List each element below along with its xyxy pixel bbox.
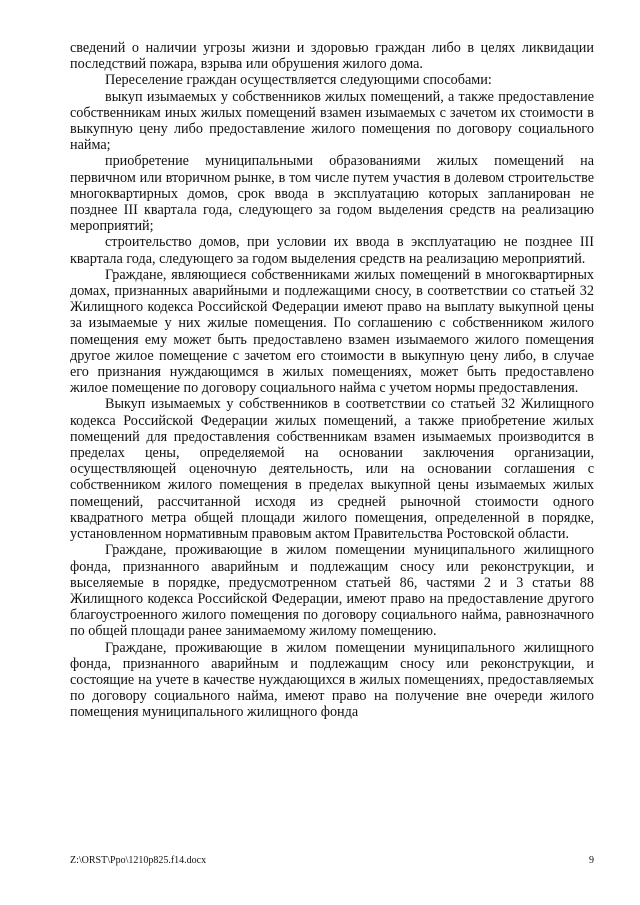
paragraph-1: сведений о наличии угрозы жизни и здоровью граждан либо в целях ликвидации последствий пожара, взрыва или обрушения жилого дома. — [70, 40, 594, 73]
page-number: 9 — [589, 855, 594, 866]
paragraph-9: Граждане, проживающие в жилом помещении муниципального жилищного фонда, признанного аварийным и подлежащим сносу или реконструкции, и состоящие на учете в качестве нуждающихся в жилых помещениях, предоставляемых по договору социального найма, имеют право на получение вне очереди жилого помещения муниципального жилищного фонда — [70, 639, 594, 721]
file-path: Z:\ORST\Ppo\1210p825.f14.docx — [70, 855, 207, 866]
paragraph-4: приобретение муниципальными образованиями жилых помещений на первичном или вторичном рынке, в том числе путем участия в долевом строительстве многоквартирных домов, срок ввода в эксплуатацию которых запланирован не позднее III квартала года, следующего за годом выделения средств на реализацию мероприятий; — [70, 153, 594, 235]
paragraph-6: Граждане, являющиеся собственниками жилых помещений в многоквартирных домах, признанных аварийными и подлежащими сносу, в соответствии со статьей 32 Жилищного кодекса Российской Федерации имеют право на выплату выкупной цены за изымаемые у них жилые помещения. По соглашению с собственником жилого помещения ему может быть предоставлено взамен изымаемого жилого помещения другое жилое помещение с зачетом его стоимости в выкупную цену либо, в случае его признания нуждающимся в жилых помещениях, может быть предоставлено жилое помещение по договору социального найма с учетом нормы предоставления. — [70, 266, 594, 397]
paragraph-2: Переселение граждан осуществляется следующими способами: — [105, 72, 492, 89]
document-body — [70, 40, 594, 721]
paragraph-8: Граждане, проживающие в жилом помещении муниципального жилищного фонда, признанного аварийным и подлежащим сносу или реконструкции, и выселяемые в порядке, предусмотренном статьей 86, частями 2 и 3 статьи 88 Жилищного кодекса Российской Федерации, имеют право на предоставление другого благоустроенного жилого помещения по договору социального найма, равнозначного по общей площади ранее занимаемому жилому помещению. — [70, 542, 594, 640]
paragraph-3: выкуп изымаемых у собственников жилых помещений, а также предоставление собственникам иных жилых помещений взамен изымаемых с зачетом их стоимости в выкупную цену либо предоставление жилого помещения по договору социального найма; — [70, 88, 594, 154]
paragraph-5: строительство домов, при условии их ввода в эксплуатацию не позднее III квартала года, следующего за годом выделения средств на реализацию мероприятий. — [70, 234, 594, 267]
paragraph-7: Выкуп изымаемых у собственников в соответствии со статьей 32 Жилищного кодекса Российской Федерации жилых помещений, а также приобретение жилых помещений для предоставления собственникам взамен изымаемых производится в пределах цены, определяемой на основании заключения организации, осуществляющей оценочную деятельность, или на основании соглашения с собственником жилого помещения в пределах выкупной цены изымаемых жилых помещений, рассчитанной исходя из средней рыночной стоимости одного квадратного метра общей площади жилого помещения, определенной в порядке, установленном нормативным правовым актом Правительства Ростовской области. — [70, 396, 594, 543]
page-footer — [70, 855, 594, 866]
